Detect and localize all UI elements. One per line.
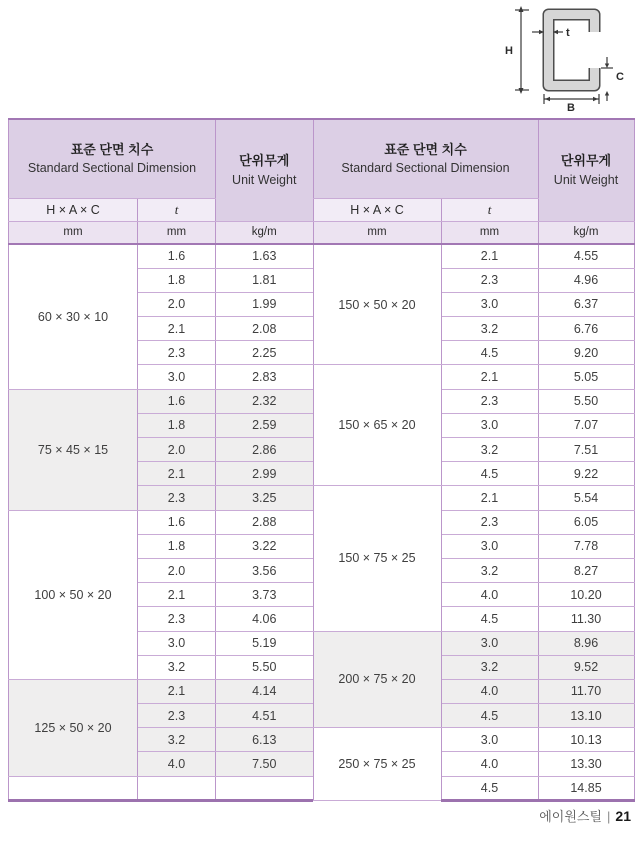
weight-cell: 2.59 [216,413,313,437]
section-diagram [499,0,639,112]
weight-cell: 7.51 [538,438,634,462]
header-dim-korean: 표준 단면 치수 [70,141,154,157]
weight-cell: 9.20 [538,341,634,365]
thickness-cell: 2.1 [441,244,538,268]
thickness-cell: 2.3 [138,341,216,365]
thickness-cell: 2.3 [441,268,538,292]
weight-cell: 1.99 [216,292,313,316]
spec-tables [8,118,635,802]
dimension-cell [9,776,138,800]
page-footer [539,806,631,825]
thickness-cell: 1.6 [138,510,216,534]
thickness-cell: 2.1 [441,365,538,389]
thickness-cell: 3.2 [441,558,538,582]
thickness-cell: 2.1 [138,679,216,703]
weight-cell: 3.56 [216,558,313,582]
header-dim-english: Standard Sectional Dimension [27,161,197,176]
table-row [313,365,634,389]
weight-cell: 4.06 [216,607,313,631]
weight-cell: 3.25 [216,486,313,510]
header-thickness: t [441,198,538,221]
header-hac: H × A × C [9,198,138,221]
thickness-cell: 4.0 [138,752,216,776]
weight-cell: 2.25 [216,341,313,365]
thickness-cell: 2.3 [138,704,216,728]
unit-mm: mm [138,221,216,244]
thickness-cell: 1.6 [138,389,216,413]
thickness-cell: 2.0 [138,558,216,582]
header-weight-english: Unit Weight [232,172,297,187]
thickness-cell: 4.0 [441,752,538,776]
thickness-cell: 2.0 [138,292,216,316]
weight-cell: 10.20 [538,583,634,607]
thickness-cell: 3.2 [441,438,538,462]
thickness-cell: 3.2 [441,317,538,341]
thickness-cell: 3.2 [138,655,216,679]
thickness-cell: 2.1 [138,462,216,486]
weight-cell: 8.96 [538,631,634,655]
thickness-cell: 4.0 [441,679,538,703]
table-row [9,510,313,534]
thickness-cell: 3.0 [138,365,216,389]
weight-cell: 7.50 [216,752,313,776]
c-channel-shape [549,15,595,86]
table-row [9,389,313,413]
thickness-cell: 2.3 [138,486,216,510]
thickness-cell: 2.1 [138,317,216,341]
weight-cell: 11.70 [538,679,634,703]
unit-kgm: kg/m [538,221,634,244]
weight-cell: 9.22 [538,462,634,486]
weight-cell: 5.19 [216,631,313,655]
footer-brand: 에이원스틸 [539,809,603,824]
header-weight-english: Unit Weight [553,172,619,187]
dim-label-c: C [616,71,624,83]
weight-cell: 5.54 [538,486,634,510]
thickness-cell: 1.8 [138,534,216,558]
weight-cell: 2.99 [216,462,313,486]
weight-cell: 6.13 [216,728,313,752]
thickness-cell: 3.2 [441,655,538,679]
weight-cell: 6.05 [538,510,634,534]
page-number: 21 [615,808,631,824]
dimension-cell: 150 × 50 × 20 [313,244,441,365]
thickness-cell: 1.8 [138,268,216,292]
thickness-cell: 2.1 [138,583,216,607]
header-unit-weight [538,119,634,221]
weight-cell: 5.05 [538,365,634,389]
spec-table-left [8,118,313,802]
dimension-cell: 60 × 30 × 10 [9,244,138,389]
weight-cell: 10.13 [538,728,634,752]
dimension-cell: 200 × 75 × 20 [313,631,441,728]
dim-label-h: H [505,45,513,57]
weight-cell: 3.73 [216,583,313,607]
thickness-cell: 3.0 [441,292,538,316]
table-body-left [9,244,313,800]
header-weight-korean: 단위무게 [239,153,290,169]
weight-cell: 13.30 [538,752,634,776]
weight-cell: 13.10 [538,704,634,728]
dim-label-b: B [567,102,575,112]
weight-cell: 2.86 [216,438,313,462]
unit-kgm: kg/m [216,221,313,244]
header-dim-english: Standard Sectional Dimension [341,161,510,176]
weight-cell: 14.85 [538,776,634,800]
table-row [9,244,313,268]
weight-cell: 6.76 [538,317,634,341]
weight-cell: 6.37 [538,292,634,316]
table-row [313,728,634,752]
weight-cell: 11.30 [538,607,634,631]
thickness-cell: 3.0 [441,728,538,752]
thickness-cell: 1.6 [138,244,216,268]
weight-cell: 3.22 [216,534,313,558]
weight-cell: 5.50 [216,655,313,679]
weight-cell: 2.32 [216,389,313,413]
thickness-cell: 2.3 [441,389,538,413]
thickness-cell: 4.5 [441,704,538,728]
thickness-cell [138,776,216,800]
weight-cell: 4.51 [216,704,313,728]
thickness-cell: 3.2 [138,728,216,752]
thickness-cell: 1.8 [138,413,216,437]
weight-cell: 5.50 [538,389,634,413]
weight-cell: 1.81 [216,268,313,292]
header-unit-weight [216,119,313,221]
thickness-cell: 2.3 [138,607,216,631]
dim-label-t: t [566,27,570,39]
dimension-cell: 150 × 65 × 20 [313,365,441,486]
unit-mm: mm [441,221,538,244]
thickness-cell: 2.0 [138,438,216,462]
thickness-cell: 3.0 [441,631,538,655]
weight-cell: 2.08 [216,317,313,341]
thickness-cell: 4.5 [441,607,538,631]
thickness-cell: 3.0 [138,631,216,655]
weight-cell: 4.55 [538,244,634,268]
weight-cell: 7.07 [538,413,634,437]
table-row [313,631,634,655]
thickness-cell: 3.0 [441,534,538,558]
weight-cell: 4.96 [538,268,634,292]
weight-cell: 9.52 [538,655,634,679]
thickness-cell: 4.5 [441,776,538,800]
thickness-cell: 4.5 [441,341,538,365]
thickness-cell: 4.0 [441,583,538,607]
weight-cell: 1.63 [216,244,313,268]
footer-separator: | [607,809,611,824]
thickness-cell: 3.0 [441,413,538,437]
dimension-cell: 150 × 75 × 25 [313,486,441,631]
weight-cell: 8.27 [538,558,634,582]
dimension-cell: 125 × 50 × 20 [9,679,138,776]
weight-cell: 4.14 [216,679,313,703]
thickness-cell: 4.5 [441,462,538,486]
weight-cell: 2.83 [216,365,313,389]
spec-table-right [313,118,635,802]
dimension-cell: 75 × 45 × 15 [9,389,138,510]
header-thickness: t [138,198,216,221]
dimension-cell: 100 × 50 × 20 [9,510,138,679]
header-standard-dimension [313,119,538,198]
table-body-right [313,244,634,800]
table-row [9,776,313,800]
table-row [9,679,313,703]
table-row [313,244,634,268]
weight-cell [216,776,313,800]
table-row [313,486,634,510]
header-dim-korean: 표준 단면 치수 [384,141,467,157]
header-standard-dimension [9,119,216,198]
header-hac: H × A × C [313,198,441,221]
header-weight-korean: 단위무게 [560,153,612,169]
dimension-cell: 250 × 75 × 25 [313,728,441,801]
unit-mm: mm [313,221,441,244]
unit-mm: mm [9,221,138,244]
weight-cell: 2.88 [216,510,313,534]
weight-cell: 7.78 [538,534,634,558]
thickness-cell: 2.1 [441,486,538,510]
thickness-cell: 2.3 [441,510,538,534]
